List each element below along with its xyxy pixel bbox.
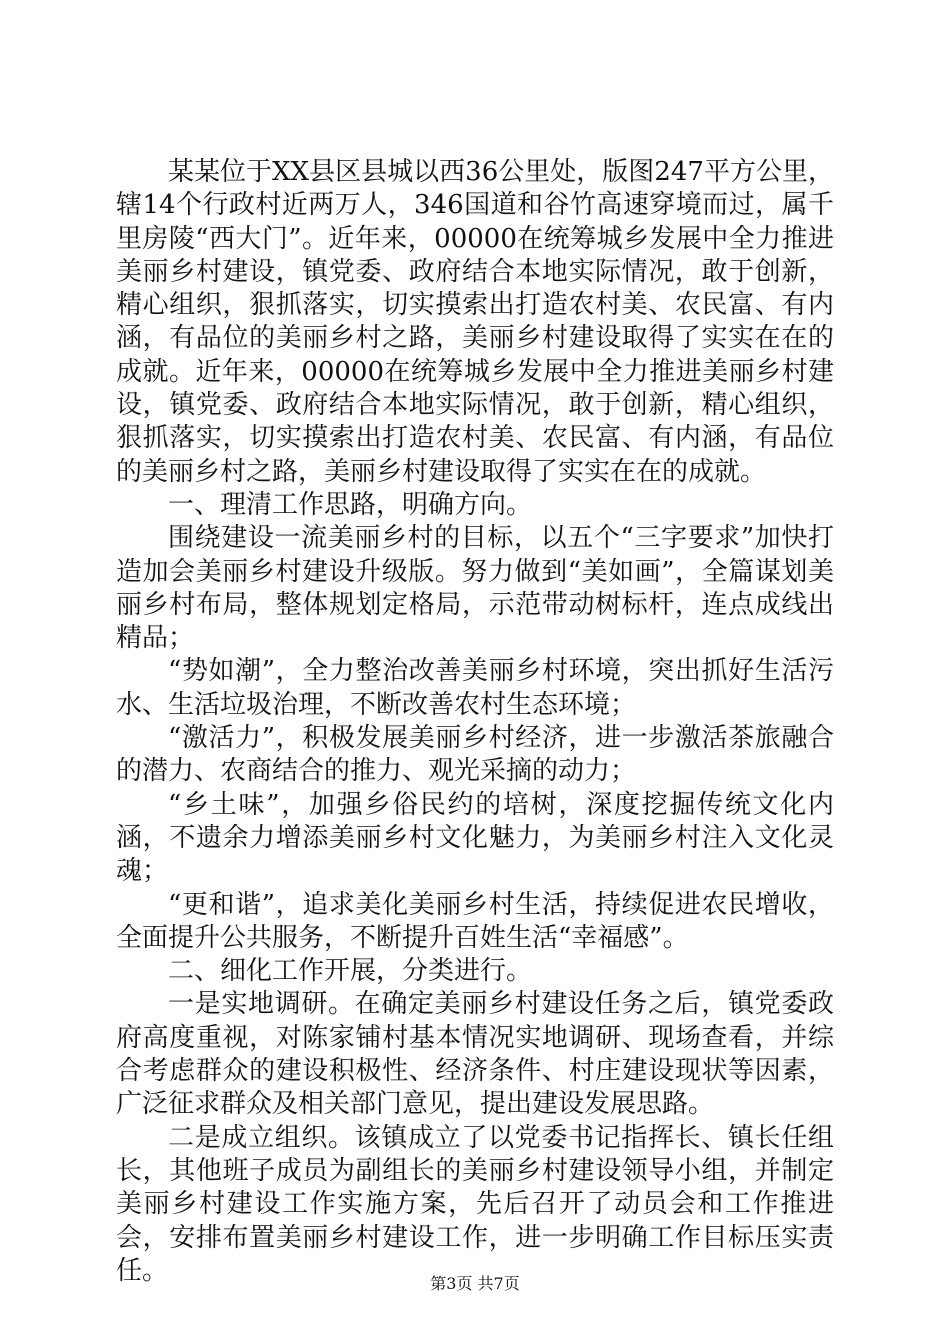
paragraph-goal: 围绕建设一流美丽乡村的目标，以五个“三字要求”加快打造加会美丽乡村建设升级版。努力做到“美如画”，全篇谋划美丽乡村布局，整体规划定格局，示范带动树标杆，连点成线出精品；: [116, 523, 834, 654]
paragraph-organization: 二是成立组织。该镇成立了以党委书记指挥长、镇长任组长，其他班子成员为副组长的美丽乡村建设领导小组，并制定美丽乡村建设工作实施方案，先后召开了动员会和工作推进会，安排布置美丽乡村建设工作，进一步明确工作目标压实责任。: [116, 1122, 834, 1286]
heading-section-1: 一、理清工作思路，明确方向。: [168, 489, 533, 520]
paragraph-ji-huo-li: “激活力”，积极发展美丽乡村经济，进一步激活茶旅融合的潜力、农商结合的推力、观光采摘的动力；: [116, 723, 834, 787]
document-body: [116, 156, 834, 1288]
paragraph-field-research: 一是实地调研。在确定美丽乡村建设任务之后，镇党委政府高度重视，对陈家铺村基本情况实地调研、现场查看，并综合考虑群众的建设积极性、经济条件、村庄建设现状等因素，广泛征求群众及相关部门意见，提出建设发展思路。: [116, 989, 834, 1120]
paragraph-geng-he-xie: “更和谐”，追求美化美丽乡村生活，持续促进农民增收，全面提升公共服务，不断提升百姓生活“幸福感”。: [116, 889, 834, 953]
page-number-footer: 第3页 共7页: [430, 1274, 520, 1293]
paragraph-shi-ru-chao: “势如潮”，全力整治改善美丽乡村环境，突出抓好生活污水、生活垃圾治理，不断改善农村生态环境；: [116, 656, 834, 720]
heading-section-2: 二、细化工作开展，分类进行。: [168, 956, 533, 987]
paragraph-intro: 某某位于XX县区县城以西36公里处，版图247平方公里，辖14个行政村近两万人，346国道和谷竹高速穿境而过，属千里房陵“西大门”。近年来，00000在统筹城乡发展中全力推进美丽乡村建设，镇党委、政府结合本地实际情况，敢于创新，精心组织，狠抓落实，切实摸索出打造农村美、农民富、有内涵，有品位的美丽乡村之路，美丽乡村建设取得了实实在在的成就。近年来，00000在统筹城乡发展中全力推进美丽乡村建设，镇党委、政府结合本地实际情况，敢于创新，精心组织，狠抓落实，切实摸索出打造农村美、农民富、有内涵，有品位的美丽乡村之路，美丽乡村建设取得了实实在在的成就。: [116, 157, 834, 487]
paragraph-xiang-tu-wei: “乡土味”，加强乡俗民约的培树，深度挖掘传统文化内涵，不遗余力增添美丽乡村文化魅力，为美丽乡村注入文化灵魂；: [116, 789, 834, 887]
